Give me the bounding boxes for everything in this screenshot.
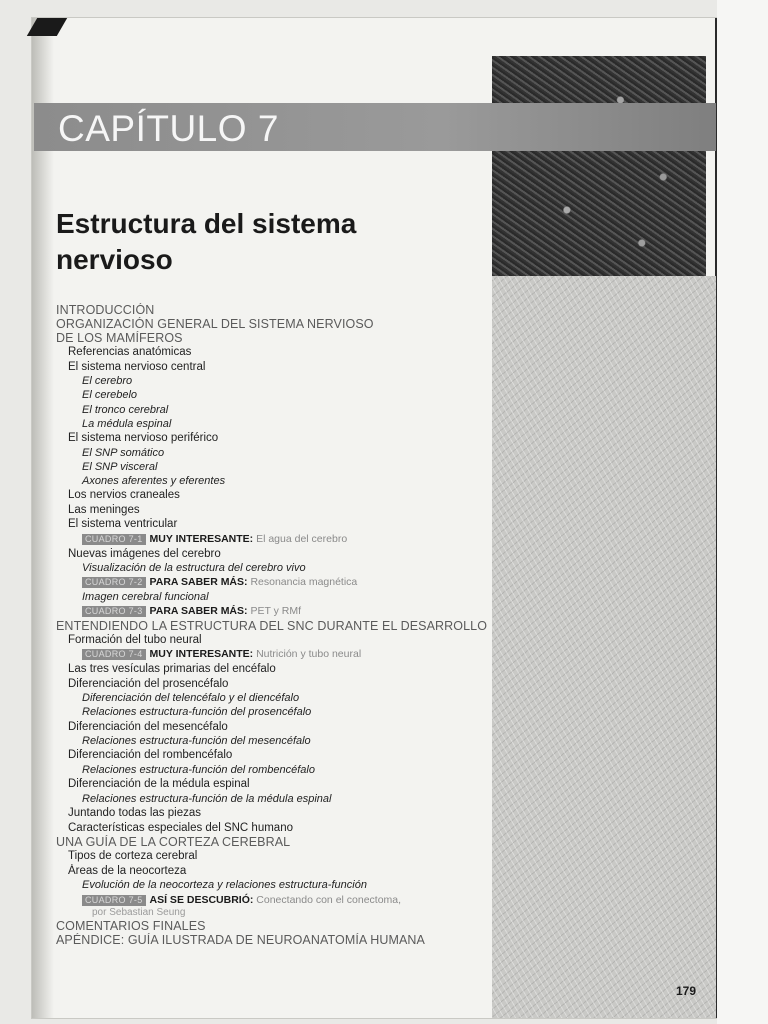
toc-subsubsection: Diferenciación del telencéfalo y el diencéfalo — [82, 692, 300, 705]
toc-subsubsection: Relaciones estructura-función del prosencéfalo — [82, 706, 312, 719]
decorative-texture-panel — [492, 276, 716, 1018]
toc-author-credit: por Sebastian Seung — [92, 907, 186, 919]
right-margin — [717, 0, 768, 1024]
toc-section-heading: INTRODUCCIÓN — [56, 303, 155, 317]
toc-subsection: Nuevas imágenes del cerebro — [68, 547, 221, 560]
toc-box-entry — [56, 893, 496, 908]
toc-subsubsection: Relaciones estructura-función de la médula espinal — [82, 792, 332, 805]
toc-subsection: El sistema ventricular — [68, 518, 178, 531]
toc-subsection: Diferenciación de la médula espinal — [68, 778, 250, 791]
toc-section-heading: ENTENDIENDO LA ESTRUCTURA DEL SNC DURANTE EL DESARROLLO — [56, 618, 488, 633]
box-type-label: ASÍ SE DESCUBRIÓ: — [149, 893, 254, 906]
toc-subsection: Las tres vesículas primarias del encéfalo — [68, 662, 276, 675]
page-gutter-shadow — [32, 18, 54, 1018]
toc-section-heading: DE LOS MAMÍFEROS — [56, 331, 183, 345]
toc-subsection: Juntando todas las piezas — [68, 806, 201, 819]
box-title: Conectando con el conectoma, — [256, 893, 402, 906]
box-number-badge: CUADRO 7-2 — [82, 577, 146, 588]
box-title: Nutrición y tubo neural — [256, 648, 362, 661]
toc-subsubsection: El cerebelo — [82, 389, 138, 402]
box-type-label: PARA SABER MÁS: — [149, 576, 248, 589]
toc-box-entry — [56, 604, 496, 619]
chapter-title-line-2: nervioso — [56, 244, 173, 275]
toc-box-entry — [56, 575, 496, 590]
box-title: Resonancia magnética — [250, 576, 358, 589]
toc-subsubsection: Axones aferentes y eferentes — [82, 475, 226, 487]
chapter-title-line-1: Estructura del sistema — [56, 208, 357, 239]
toc-subsection: Diferenciación del rombencéfalo — [68, 749, 233, 762]
toc-box-entry — [56, 532, 496, 547]
box-number-badge: CUADRO 7-4 — [82, 649, 146, 660]
toc-subsection: El sistema nervioso periférico — [68, 432, 219, 444]
toc-section-heading: APÉNDICE: GUÍA ILUSTRADA DE NEUROANATOMÍA HUMANA — [56, 933, 425, 948]
table-of-contents — [56, 303, 496, 947]
box-number-badge: CUADRO 7-5 — [82, 895, 146, 906]
chapter-title — [56, 206, 476, 278]
toc-subsubsection: El cerebro — [82, 375, 133, 388]
toc-subsection: Características especiales del SNC humano — [68, 821, 293, 834]
box-type-label: MUY INTERESANTE: — [149, 532, 254, 545]
toc-subsection: El sistema nervioso central — [68, 360, 206, 373]
toc-subsubsection: El SNP visceral — [82, 460, 158, 473]
box-type-label: PARA SABER MÁS: — [149, 605, 248, 618]
toc-section-heading: ORGANIZACIÓN GENERAL DEL SISTEMA NERVIOSO — [56, 317, 374, 331]
toc-section-heading: UNA GUÍA DE LA CORTEZA CEREBRAL — [56, 835, 291, 850]
toc-subsubsection: Visualización de la estructura del cerebro vivo — [82, 562, 306, 575]
toc-subsection: Formación del tubo neural — [68, 633, 202, 646]
toc-subsection: Referencias anatómicas — [68, 346, 192, 358]
toc-subsubsection: Imagen cerebral funcional — [82, 590, 209, 603]
toc-subsection: Tipos de corteza cerebral — [68, 850, 198, 863]
toc-subsubsection: El tronco cerebral — [82, 403, 169, 416]
toc-subsubsection: El SNP somático — [82, 446, 165, 459]
toc-subsubsection: La médula espinal — [82, 417, 172, 430]
box-title: PET y RMf — [250, 605, 302, 618]
toc-subsection: Los nervios craneales — [68, 489, 180, 502]
box-number-badge: CUADRO 7-1 — [82, 534, 146, 545]
toc-subsubsection: Relaciones estructura-función del rombencéfalo — [82, 763, 315, 776]
toc-subsubsection: Evolución de la neocorteza y relaciones estructura-función — [82, 879, 367, 892]
chapter-cover-image — [492, 56, 706, 276]
toc-section-heading: COMENTARIOS FINALES — [56, 919, 206, 934]
toc-subsection: Diferenciación del mesencéfalo — [68, 720, 228, 733]
toc-subsection: Diferenciación del prosencéfalo — [68, 677, 229, 690]
toc-subsection: Las meninges — [68, 503, 140, 516]
chapter-label: CAPÍTULO 7 — [58, 108, 279, 149]
toc-box-entry — [56, 647, 496, 662]
toc-subsubsection: Relaciones estructura-función del mesencéfalo — [82, 735, 311, 748]
page-number: 179 — [676, 984, 697, 998]
box-title: El agua del cerebro — [256, 532, 348, 545]
box-type-label: MUY INTERESANTE: — [149, 648, 254, 661]
toc-subsection: Áreas de la neocorteza — [68, 864, 187, 877]
box-number-badge: CUADRO 7-3 — [82, 606, 146, 617]
